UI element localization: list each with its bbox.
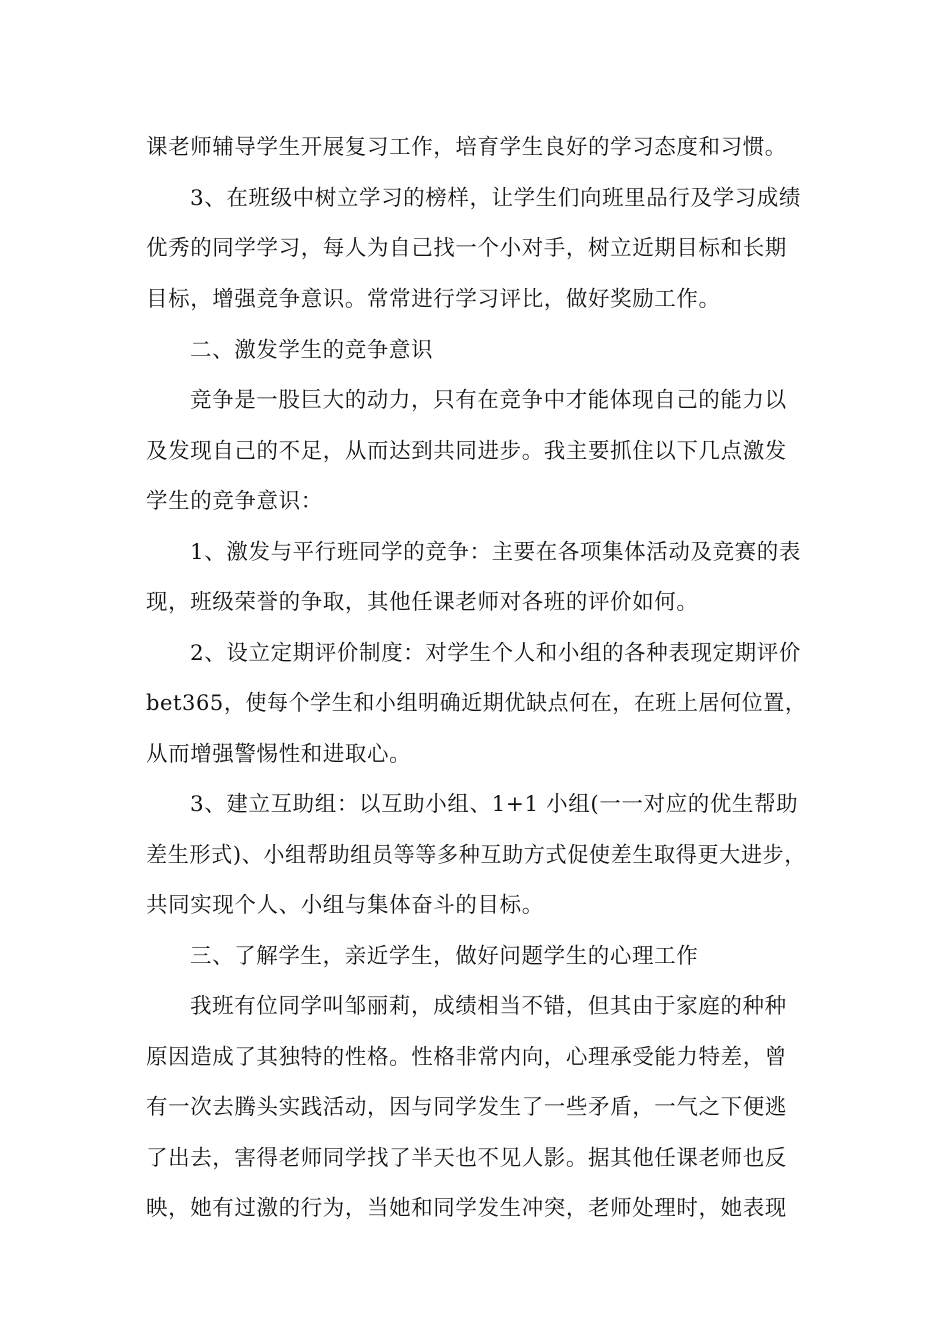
text-line: 3、在班级中树立学习的榜样，让学生们向班里品行及学习成绩 bbox=[190, 186, 801, 211]
text-line: 有一次去腾头实践活动，因与同学发生了一些矛盾，一气之下便逃 bbox=[146, 1095, 787, 1120]
text-line: 了出去，害得老师同学找了半天也不见人影。据其他任课老师也反 bbox=[146, 1146, 787, 1171]
section-heading: 三、了解学生，亲近学生，做好问题学生的心理工作 bbox=[190, 944, 699, 969]
text-line: 学生的竞争意识： bbox=[146, 489, 323, 514]
text-line: 优秀的同学学习，每人为自己找一个小对手，树立近期目标和长期 bbox=[146, 236, 787, 261]
text-line: 1、激发与平行班同学的竞争：主要在各项集体活动及竞赛的表 bbox=[190, 540, 801, 565]
text-line: 课老师辅导学生开展复习工作，培育学生良好的学习态度和习惯。 bbox=[146, 135, 787, 160]
text-line: 差生形式)、小组帮助组员等等多种互助方式促使差生取得更大进步， bbox=[146, 843, 806, 868]
text-line: 现，班级荣誉的争取，其他任课老师对各班的评价如何。 bbox=[146, 590, 699, 615]
text-line: bet365，使每个学生和小组明确近期优缺点何在，在班上居何位置， bbox=[146, 691, 807, 716]
text-line: 2、设立定期评价制度：对学生个人和小组的各种表现定期评价 bbox=[190, 641, 801, 666]
text-line: 原因造成了其独特的性格。性格非常内向，心理承受能力特差，曾 bbox=[146, 1045, 787, 1070]
section-heading: 二、激发学生的竞争意识 bbox=[190, 338, 434, 363]
text-line: 共同实现个人、小组与集体奋斗的目标。 bbox=[146, 893, 544, 918]
text-line: 我班有位同学叫邹丽莉，成绩相当不错，但其由于家庭的种种 bbox=[190, 994, 787, 1019]
text-line: 3、建立互助组：以互助小组、1+1 小组(一一对应的优生帮助 bbox=[190, 792, 799, 817]
text-line: 及发现自己的不足，从而达到共同进步。我主要抓住以下几点激发 bbox=[146, 439, 787, 464]
text-line: 映，她有过激的行为，当她和同学发生冲突，老师处理时，她表现 bbox=[146, 1196, 787, 1221]
text-line: 从而增强警惕性和进取心。 bbox=[146, 742, 412, 767]
text-line: 目标，增强竞争意识。常常进行学习评比，做好奖励工作。 bbox=[146, 287, 721, 312]
text-line: 竞争是一股巨大的动力，只有在竞争中才能体现自己的能力以 bbox=[190, 388, 787, 413]
